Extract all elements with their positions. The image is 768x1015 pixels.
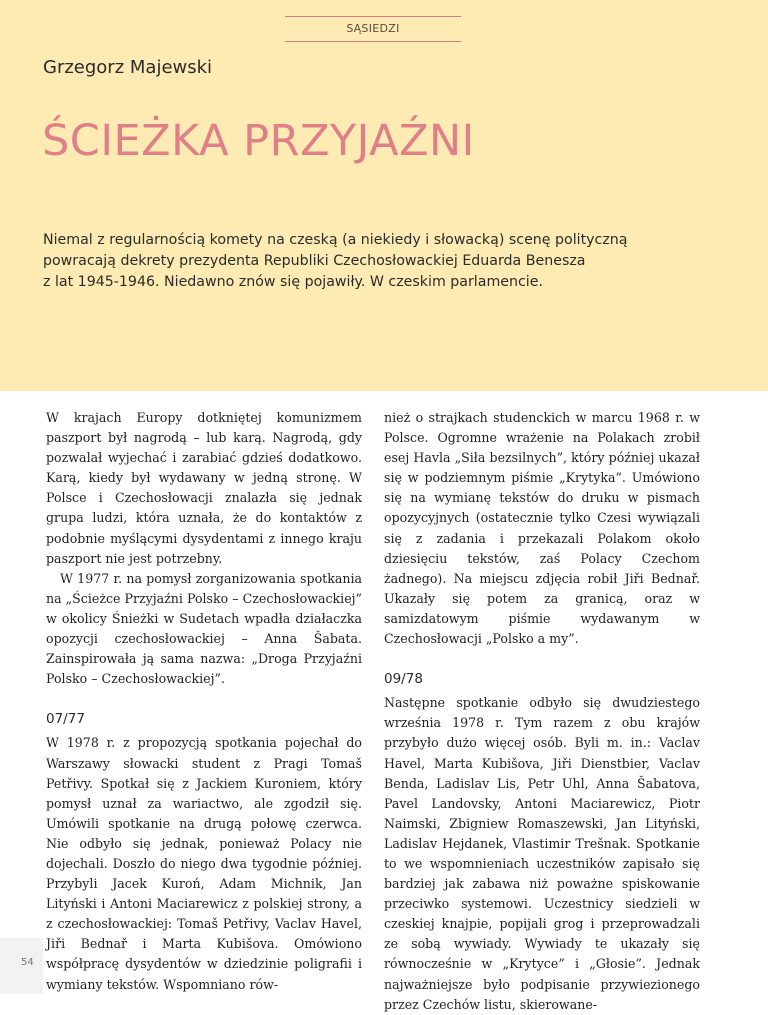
author-name: Grzegorz Majewski <box>43 57 213 78</box>
body-paragraph: Następne spotkanie odbyło się dwudziestego września 1978 r. Tym razem z obu krajów przybyło dużo więcej osób. Byli m. in.: Vaclav Havel, Marta Kubišova, Jiři Dienstbier, Vaclav Benda, Ladislav Lis, Petr Uhl, Anna Šabatova, Pavel Landovsky, Antoni Maciarewicz, Piotr Naimski, Zbigniew Romaszewski, Jan Lityński, Ladislav Hejdanek, Vlastimir Trešnak. Spotkanie to we wspomnieniach uczestników zapisało się bardziej jak zabawa niż poważne spiskowanie przeciwko systemowi. Uczestnicy siedzieli w czeskiej knajpie, popijali grog i przeprowadzali ze sobą wywiady. Wywiady te ukazały się równocześnie w „Krytyce” i „Głosie”. Jednak najważniejsze było podpisanie przywiezionego przez Czechów listu, skierowane- <box>384 695 700 1012</box>
body-paragraph: W 1978 r. z propozycją spotkania pojechał do Warszawy słowacki student z Pragi Tomaš Petřivy. Spotkał się z Jackiem Kuroniem, który pomysł uznał za wariactwo, ale zgodził się. Umówili spotkanie na drugą połowę czerwca. Nie odbyło się jednak, ponieważ Polacy nie dojechali. Doszło do niego dwa tygodnie później. Przybyli Jacek Kuroń, Adam Michnik, Jan Lityński i Antoni Maciarewicz z polskiej strony, a z czechosłowackiej: Tomaš Petřivy, Vaclav Havel, Jiři Bednař i Marta Kubišova. Omówiono współpracę dysydentów w dziedzinie poligrafii i wymiany tekstów. Wspomniano rów- <box>46 735 362 992</box>
header-panel <box>0 0 768 391</box>
page-number: 54 <box>21 957 34 968</box>
body-paragraph: nież o strajkach studenckich w marcu 1968 r. w Polsce. Ogromne wrażenie na Polakach zrobił esej Havla „Siła bezsilnych”, który później ukazał się w podziemnym piśmie „Krytyka”. Umówiono się na wymianę tekstów do druku w pismach opozycyjnych (ostatecznie tylko Czesi wywiązali się z zadania i przekazali Polakom około dziesięciu tekstów, zaś Polacy Czechom żadnego). Na miejscu zdjęcia robił Jiři Bednař. Ukazały się potem za granicą, oraz w samizdatowym piśmie wydawanym w Czechosłowacji „Polsko a my”. <box>384 410 700 647</box>
lead-line: z lat 1945-1946. Niedawno znów się pojawiły. W czeskim parlamencie. <box>43 274 543 290</box>
body-paragraph: W 1977 r. na pomysł zorganizowania spotkania na „Ścieżce Przyjaźni Polsko – Czechosłowackiej” w okolicy Śnieżki w Sudetach wpadła działaczka opozycji czechosłowackiej – Anna Šabata. Zainspirowała ją sama nazwa: „Droga Przyjaźni Polsko – Czechosłowackiej”. <box>46 570 362 687</box>
right-column <box>384 408 700 1015</box>
lead-paragraph <box>43 230 703 293</box>
body-paragraph: W krajach Europy dotkniętej komunizmem paszport był nagrodą – lub karą. Nagrodą, gdy pozwalał wyjechać i zarabiać gdzieś dodatkowo. Karą, kiedy był wydawany w jedną stronę. W Polsce i Czechosłowacji znalazła się jednak grupa ludzi, która uznała, że do kontaktów z podobnie myślącymi dysydentami z innego kraju paszport nie jest potrzebny. <box>46 410 362 566</box>
section-subheading: 07/77 <box>46 711 85 728</box>
lead-line: Niemal z regularnością komety na czeską (a niekiedy i słowacką) scenę polityczną <box>43 232 628 248</box>
section-subheading: 09/78 <box>384 671 423 688</box>
left-column <box>46 408 362 995</box>
lead-line: powracają dekrety prezydenta Republiki Czechosłowackiej Eduarda Benesza <box>43 253 586 269</box>
article-title: ŚCIEŻKA PRZYJAŹNI <box>42 116 475 166</box>
section-label: SĄSIEDZI <box>285 16 461 42</box>
